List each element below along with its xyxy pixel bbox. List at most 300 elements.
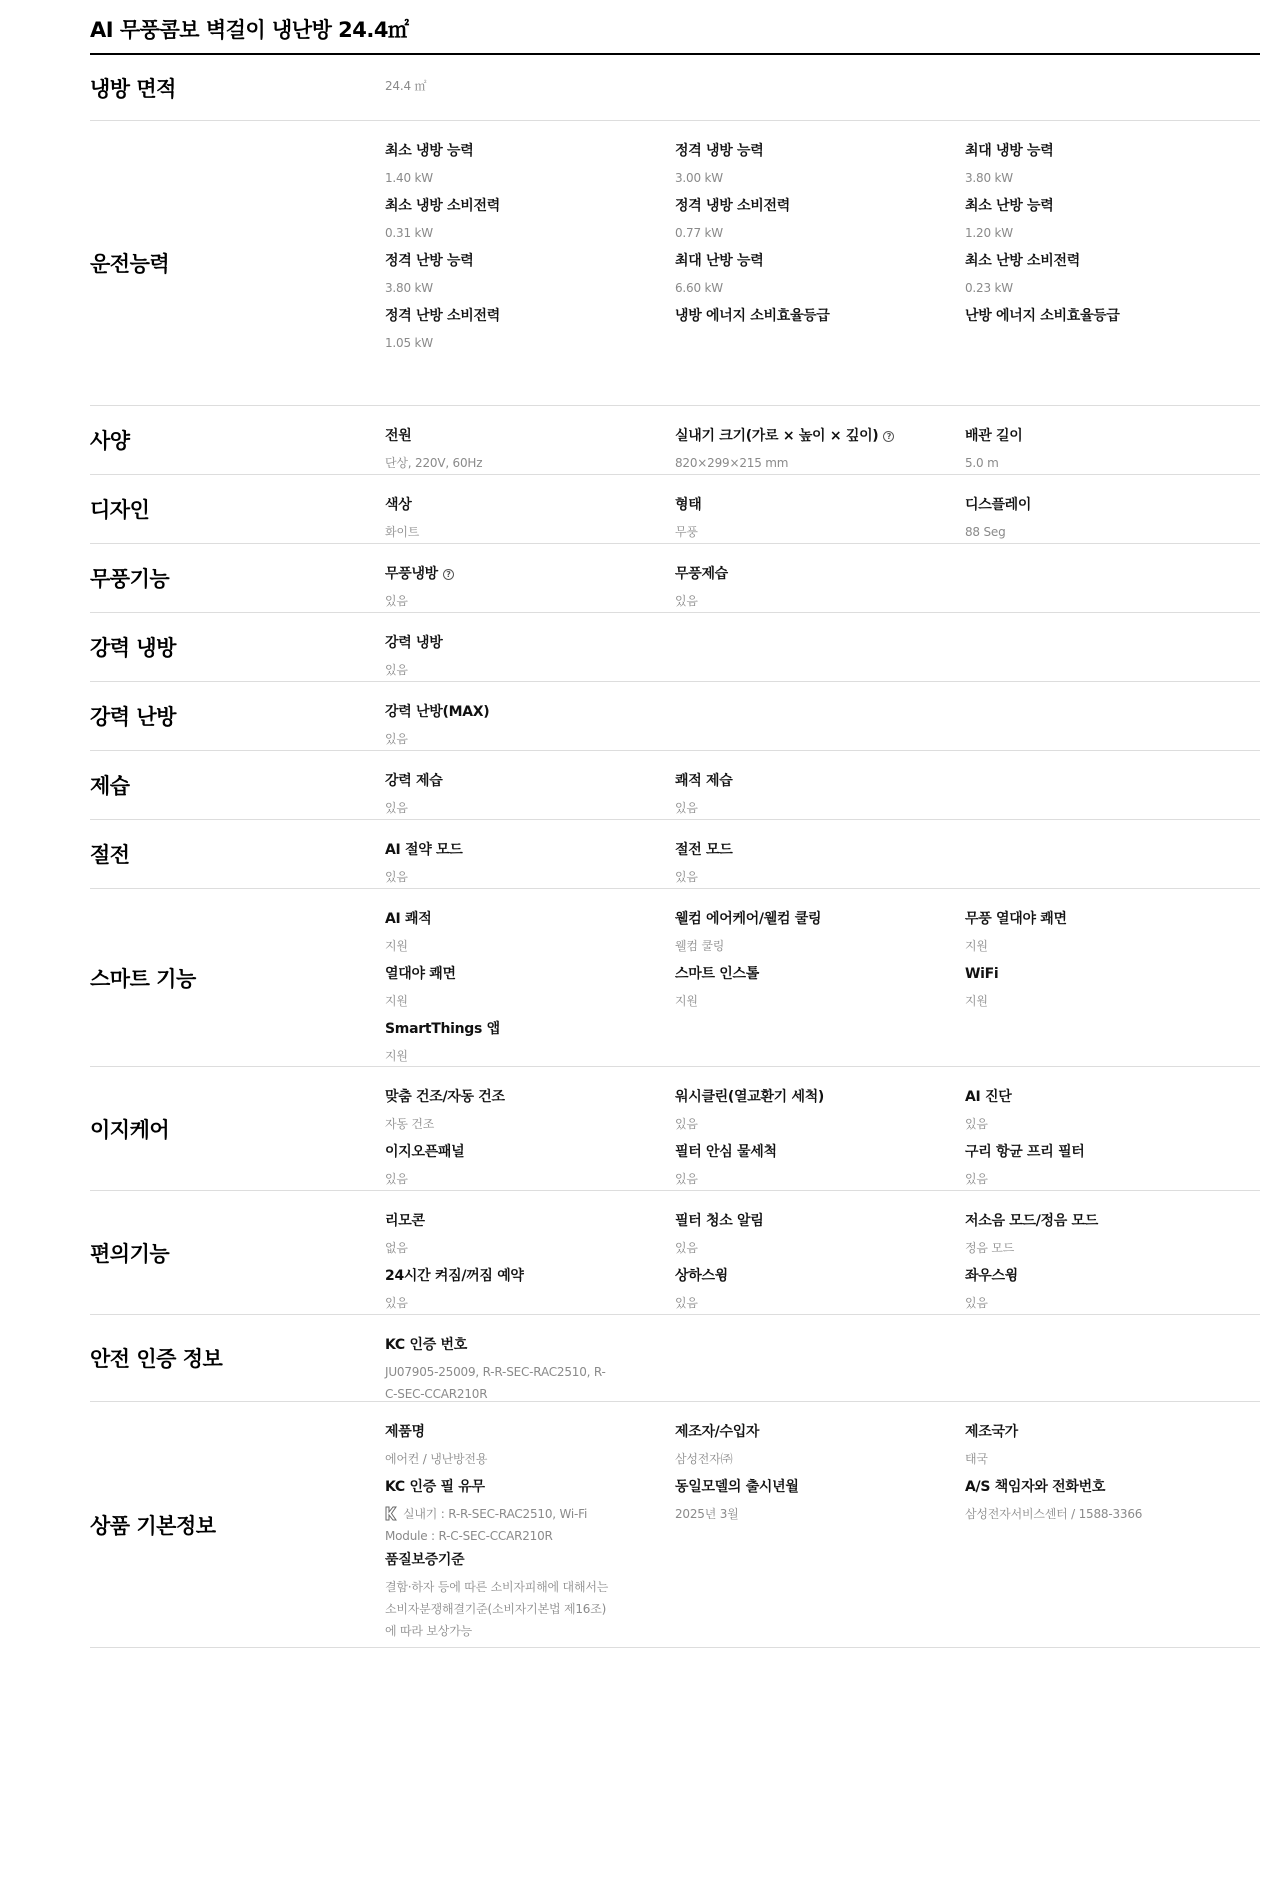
spec-item-value <box>385 452 655 474</box>
help-circle-icon[interactable]: ? <box>443 569 454 580</box>
section-items <box>385 1067 1260 1190</box>
section-items <box>385 820 1260 888</box>
spec-item-label <box>675 1143 945 1162</box>
spec-item-value <box>385 1576 615 1642</box>
spec-item <box>385 634 655 681</box>
spec-item <box>675 307 945 332</box>
spec-item <box>965 307 1235 332</box>
spec-item-value <box>385 332 655 354</box>
spec-item-value-text: 3.00 kW <box>675 171 723 185</box>
spec-section <box>90 889 1260 1067</box>
section-label: 강력 냉방 <box>90 636 176 660</box>
section-items <box>385 406 1260 474</box>
spec-item-label-text: KC 인증 필 유무 <box>385 1479 485 1495</box>
section-items <box>385 889 1260 1066</box>
spec-item-label-text: 리모콘 <box>385 1213 425 1229</box>
spec-item-label-text: 강력 냉방 <box>385 635 443 651</box>
spec-item <box>965 252 1235 299</box>
spec-item-label-text: 워시클린(열교환기 세척) <box>675 1089 825 1105</box>
spec-item-label-text: 제조국가 <box>965 1424 1018 1440</box>
spec-item <box>675 427 945 474</box>
spec-item <box>385 307 655 354</box>
spec-item <box>385 496 655 543</box>
spec-item-value <box>675 1503 945 1525</box>
spec-item-label <box>675 841 945 860</box>
spec-item-label <box>385 1336 655 1355</box>
section-items <box>385 682 1260 750</box>
spec-item-label-text: 열대야 쾌면 <box>385 966 456 982</box>
spec-item-value-text: 3.80 kW <box>965 171 1013 185</box>
spec-item <box>385 427 655 474</box>
spec-item-label-text: 동일모델의 출시년월 <box>675 1479 799 1495</box>
spec-item-label <box>385 1423 655 1442</box>
spec-section <box>90 682 1260 751</box>
spec-item-value-text: 무풍 <box>675 525 698 539</box>
spec-item <box>385 75 655 97</box>
spec-item-label <box>385 634 655 653</box>
spec-section <box>90 121 1260 406</box>
spec-item-value-text: 1.40 kW <box>385 171 433 185</box>
section-items <box>385 475 1260 543</box>
spec-item-label-text: 무풍제습 <box>675 566 728 582</box>
spec-item-value-text: 있음 <box>385 594 408 608</box>
spec-section <box>90 820 1260 889</box>
spec-item <box>965 1088 1235 1135</box>
spec-item <box>385 252 655 299</box>
section-items <box>385 55 1260 120</box>
spec-item-value-text: JU07905-25009, R-R-SEC-RAC2510, R-C-SEC-CCAR210R <box>385 1365 606 1401</box>
spec-item <box>965 1423 1235 1470</box>
spec-item-value-text: 1.05 kW <box>385 336 433 350</box>
spec-item <box>675 1478 945 1525</box>
section-label: 디자인 <box>90 498 150 522</box>
spec-item-label-text: 최소 냉방 능력 <box>385 143 474 159</box>
spec-item-value <box>385 75 655 97</box>
spec-item-label <box>385 910 655 929</box>
spec-item-value <box>965 1292 1235 1314</box>
spec-item <box>385 1478 655 1547</box>
spec-item-label <box>675 307 945 326</box>
spec-item-label-text: SmartThings 앱 <box>385 1021 500 1037</box>
spec-item-value-text: 지원 <box>385 939 408 953</box>
spec-item <box>675 1088 945 1135</box>
section-label: 절전 <box>90 843 130 867</box>
spec-item-value-text: 있음 <box>675 801 698 815</box>
spec-item-value-text: 있음 <box>965 1296 988 1310</box>
spec-item-label <box>965 427 1235 446</box>
spec-item-label-text: 배관 길이 <box>965 428 1023 444</box>
spec-item-label-text: 품질보증기준 <box>385 1552 465 1568</box>
spec-section <box>90 1315 1260 1402</box>
spec-item <box>675 1267 945 1314</box>
section-label: 사양 <box>90 429 130 453</box>
spec-item <box>385 142 655 189</box>
spec-item <box>385 1336 655 1405</box>
spec-item-label <box>675 1478 945 1497</box>
spec-item <box>965 142 1235 189</box>
page-title: AI 무풍콤보 벽걸이 냉난방 24.4㎡ <box>90 18 409 42</box>
spec-item-value <box>675 277 945 299</box>
spec-section <box>90 55 1260 121</box>
spec-item-label-text: 쾌적 제습 <box>675 773 733 789</box>
section-label: 냉방 면적 <box>90 76 176 101</box>
section-label: 강력 난방 <box>90 705 176 729</box>
spec-item-value-text: 있음 <box>965 1117 988 1131</box>
spec-item-label <box>675 965 945 984</box>
spec-item-label <box>385 772 655 791</box>
spec-item-value <box>385 1113 655 1135</box>
spec-item-value <box>385 797 655 819</box>
spec-item-label-text: AI 진단 <box>965 1089 1012 1105</box>
spec-item <box>675 772 945 819</box>
spec-item-value-text: 5.0 m <box>965 456 999 470</box>
spec-item <box>675 197 945 244</box>
spec-item-label <box>675 1088 945 1107</box>
spec-item-value <box>965 452 1235 474</box>
spec-item-value <box>385 222 655 244</box>
spec-item <box>965 1143 1235 1190</box>
spec-item-label <box>965 1267 1235 1286</box>
spec-item-label-text: 24시간 켜짐/꺼짐 예약 <box>385 1268 524 1284</box>
spec-item-value <box>965 1448 1235 1470</box>
spec-item-value-text: 결함·하자 등에 따른 소비자피해에 대해서는 소비자분쟁해결기준(소비자기본법 제16조)에 따라 보상가능 <box>385 1580 609 1638</box>
section-items <box>385 1191 1260 1314</box>
spec-item <box>675 841 945 888</box>
spec-item <box>675 1212 945 1259</box>
spec-item <box>965 197 1235 244</box>
spec-item-label <box>675 496 945 515</box>
spec-item-value <box>385 167 655 189</box>
spec-section <box>90 1402 1260 1648</box>
spec-item-value-text: 있음 <box>385 1296 408 1310</box>
spec-table <box>90 55 1260 1648</box>
spec-item-value-text: 웰컴 쿨링 <box>675 939 725 953</box>
spec-item-label-text: 최소 냉방 소비전력 <box>385 198 500 214</box>
spec-item-label-text: 최대 난방 능력 <box>675 253 764 269</box>
spec-item <box>385 965 655 1012</box>
spec-item-label <box>385 841 655 860</box>
spec-item-label-text: 스마트 인스톨 <box>675 966 759 982</box>
spec-item-label-text: 정격 냉방 능력 <box>675 143 764 159</box>
spec-item <box>385 1020 655 1067</box>
spec-item-value <box>675 1448 945 1470</box>
spec-item-value <box>385 1045 655 1067</box>
spec-item-label <box>675 910 945 929</box>
spec-item-label <box>385 427 655 446</box>
section-items <box>385 751 1260 819</box>
spec-item <box>675 965 945 1012</box>
spec-item-value-text: 화이트 <box>385 525 420 539</box>
spec-item-label <box>675 197 945 216</box>
spec-item <box>965 1267 1235 1314</box>
spec-item-label <box>965 910 1235 929</box>
spec-item-label-text: 최대 냉방 능력 <box>965 143 1054 159</box>
spec-item-value-text: 820×299×215 mm <box>675 456 789 470</box>
spec-item <box>385 565 655 612</box>
spec-item-value-text: 실내기 : R-R-SEC-RAC2510, Wi-Fi Module : R-C-SEC-CCAR210R <box>385 1507 588 1543</box>
spec-item <box>675 252 945 299</box>
spec-item-label-text: 실내기 크기(가로 × 높이 × 깊이) <box>675 428 879 444</box>
spec-item-label-text: 형태 <box>675 497 702 513</box>
spec-item-value-text: 있음 <box>385 801 408 815</box>
spec-item-value <box>675 1237 945 1259</box>
spec-item-value <box>965 222 1235 244</box>
spec-item-value <box>385 1292 655 1314</box>
spec-item <box>965 910 1235 957</box>
spec-item-label-text: 필터 청소 알림 <box>675 1213 764 1229</box>
spec-item-label <box>965 1423 1235 1442</box>
spec-item-value-text: 있음 <box>385 870 408 884</box>
spec-item-value-text: 지원 <box>385 994 408 1008</box>
spec-item <box>965 427 1235 474</box>
spec-item-value-text: 24.4 ㎡ <box>385 79 427 93</box>
spec-item-value <box>675 1113 945 1135</box>
spec-item-value-text: 있음 <box>675 870 698 884</box>
spec-item-label <box>965 142 1235 161</box>
spec-item-value <box>385 590 655 612</box>
spec-item-value <box>385 659 655 681</box>
spec-item-value <box>965 277 1235 299</box>
spec-item <box>385 1088 655 1135</box>
spec-item-label-text: 제조자/수입자 <box>675 1424 760 1440</box>
spec-item-value <box>385 1448 655 1470</box>
spec-item-value <box>965 990 1235 1012</box>
spec-item-value <box>675 990 945 1012</box>
spec-item-label <box>385 965 655 984</box>
spec-item-value <box>965 1113 1235 1135</box>
spec-item-value <box>675 935 945 957</box>
spec-item-label-text: 최소 난방 능력 <box>965 198 1054 214</box>
spec-item-label-text: 난방 에너지 소비효율등급 <box>965 308 1120 324</box>
spec-item <box>385 1267 655 1314</box>
spec-item-label <box>385 307 655 326</box>
spec-item-value <box>385 277 655 299</box>
spec-item <box>965 1212 1235 1259</box>
kc-mark-icon <box>385 1506 397 1521</box>
spec-item-value-text: 있음 <box>965 1172 988 1186</box>
spec-item-label-text: 전원 <box>385 428 412 444</box>
spec-item-value-text: 단상, 220V, 60Hz <box>385 456 483 470</box>
spec-item-value <box>675 866 945 888</box>
spec-section <box>90 751 1260 820</box>
spec-item-label-text: 절전 모드 <box>675 842 733 858</box>
spec-item <box>675 565 945 612</box>
spec-item-value-text: 있음 <box>385 663 408 677</box>
spec-section <box>90 613 1260 682</box>
spec-item-label-text: KC 인증 번호 <box>385 1337 467 1353</box>
spec-item-value <box>965 521 1235 543</box>
spec-item-value <box>385 935 655 957</box>
spec-section <box>90 1191 1260 1315</box>
spec-item-label-text: 제품명 <box>385 1424 425 1440</box>
spec-item-value-text: 삼성전자서비스센터 / 1588-3366 <box>965 1507 1143 1521</box>
spec-item-value-text: 0.23 kW <box>965 281 1013 295</box>
section-label: 상품 기본정보 <box>90 1513 216 1538</box>
spec-item-label <box>385 703 655 722</box>
spec-item-value-text: 자동 건조 <box>385 1117 435 1131</box>
spec-item-value-text: 에어컨 / 냉난방전용 <box>385 1452 488 1466</box>
spec-item-value <box>965 935 1235 957</box>
spec-item-label <box>965 496 1235 515</box>
spec-item-value <box>385 521 655 543</box>
section-items <box>385 1315 1260 1401</box>
spec-item-label <box>385 565 655 584</box>
spec-item-label <box>965 1143 1235 1162</box>
spec-item-label <box>385 1551 655 1570</box>
spec-item-value <box>675 590 945 612</box>
spec-item <box>385 1143 655 1190</box>
spec-item-label <box>675 1267 945 1286</box>
spec-item <box>965 496 1235 543</box>
spec-item-label-text: 강력 난방(MAX) <box>385 704 490 720</box>
spec-item-label <box>385 1212 655 1231</box>
spec-item-value-text: 2025년 3월 <box>675 1507 739 1521</box>
spec-item-label <box>385 496 655 515</box>
spec-item-label <box>385 1088 655 1107</box>
spec-item-value-text: 0.31 kW <box>385 226 433 240</box>
spec-item <box>385 772 655 819</box>
spec-item-value <box>385 728 655 750</box>
spec-item-label-text: 정격 냉방 소비전력 <box>675 198 790 214</box>
spec-item-value-text: 있음 <box>385 1172 408 1186</box>
spec-item-label-text: AI 절약 모드 <box>385 842 463 858</box>
spec-item-label <box>675 1423 945 1442</box>
spec-item-label <box>385 252 655 271</box>
spec-item-label-text: 맞춤 건조/자동 건조 <box>385 1089 505 1105</box>
spec-item-label-text: 저소음 모드/정음 모드 <box>965 1213 1098 1229</box>
spec-item <box>675 1423 945 1470</box>
spec-item-value <box>385 990 655 1012</box>
spec-item-label-text: 무풍 열대야 쾌면 <box>965 911 1067 927</box>
spec-item-value <box>675 1168 945 1190</box>
spec-item-value <box>675 797 945 819</box>
section-label: 이지케어 <box>90 1117 170 1142</box>
spec-item-value-text: 지원 <box>385 1049 408 1063</box>
spec-item-label-text: 정격 난방 소비전력 <box>385 308 500 324</box>
section-items <box>385 121 1260 405</box>
spec-item-value-text: 삼성전자㈜ <box>675 1452 733 1466</box>
spec-item-label <box>965 1212 1235 1231</box>
spec-section <box>90 1067 1260 1191</box>
spec-item-value <box>675 222 945 244</box>
spec-item <box>965 965 1235 1012</box>
spec-item-label <box>965 197 1235 216</box>
spec-item-label-text: 최소 난방 소비전력 <box>965 253 1080 269</box>
spec-item-label-text: 구리 항균 프리 필터 <box>965 1144 1085 1160</box>
spec-item-label-text: 색상 <box>385 497 412 513</box>
spec-item-label-text: 이지오픈패널 <box>385 1144 465 1160</box>
spec-item-value <box>675 521 945 543</box>
spec-item-value <box>385 1361 615 1405</box>
spec-item-value-text: 태국 <box>965 1452 988 1466</box>
spec-section <box>90 406 1260 475</box>
spec-item <box>675 496 945 543</box>
spec-item-value <box>965 1237 1235 1259</box>
spec-item-value-text: 88 Seg <box>965 525 1006 539</box>
spec-item-value <box>385 866 655 888</box>
spec-item-value <box>385 1503 615 1547</box>
spec-item-value <box>385 1237 655 1259</box>
spec-item <box>675 910 945 957</box>
spec-item-label <box>675 427 945 446</box>
spec-item-value-text: 0.77 kW <box>675 226 723 240</box>
spec-item-label <box>965 307 1235 326</box>
spec-item <box>385 1551 655 1642</box>
section-label: 무풍기능 <box>90 567 170 591</box>
section-label: 안전 인증 정보 <box>90 1347 223 1371</box>
spec-item-value-text: 있음 <box>675 1117 698 1131</box>
spec-item-label <box>675 142 945 161</box>
spec-item <box>385 1212 655 1259</box>
spec-item-value <box>675 167 945 189</box>
spec-item-label-text: 웰컴 에어케어/웰컴 쿨링 <box>675 911 822 927</box>
spec-item <box>675 142 945 189</box>
spec-item-value-text: 지원 <box>965 939 988 953</box>
spec-item-value-text: 지원 <box>965 994 988 1008</box>
spec-item-value-text: 있음 <box>675 1296 698 1310</box>
spec-item-value-text: 있음 <box>675 1241 698 1255</box>
spec-item-value <box>965 167 1235 189</box>
section-label: 제습 <box>90 774 130 798</box>
spec-item-value-text: 3.80 kW <box>385 281 433 295</box>
spec-item-label <box>385 1020 655 1039</box>
spec-item-label <box>385 1478 655 1497</box>
spec-item-value <box>965 1503 1235 1525</box>
section-items <box>385 1402 1260 1647</box>
spec-item-label <box>385 1143 655 1162</box>
section-items <box>385 613 1260 681</box>
spec-item <box>385 1423 655 1470</box>
spec-item-label-text: 디스플레이 <box>965 497 1032 513</box>
spec-item-value-text: 있음 <box>675 594 698 608</box>
section-items <box>385 544 1260 612</box>
spec-item-label-text: 정격 난방 능력 <box>385 253 474 269</box>
spec-item-value <box>675 1292 945 1314</box>
spec-item-label-text: AI 쾌적 <box>385 911 432 927</box>
spec-item <box>385 841 655 888</box>
spec-item <box>675 1143 945 1190</box>
spec-item-value-text: 1.20 kW <box>965 226 1013 240</box>
spec-item-value-text: 정음 모드 <box>965 1241 1015 1255</box>
spec-item <box>385 910 655 957</box>
spec-section <box>90 475 1260 544</box>
section-label: 편의기능 <box>90 1241 170 1266</box>
spec-item-label-text: 무풍냉방 <box>385 566 438 582</box>
spec-item-label-text: WiFi <box>965 966 999 982</box>
spec-item-value <box>675 452 945 474</box>
spec-item-label <box>965 1088 1235 1107</box>
spec-item-value-text: 있음 <box>385 732 408 746</box>
spec-item <box>385 197 655 244</box>
spec-item-label <box>385 197 655 216</box>
help-circle-icon[interactable]: ? <box>883 431 894 442</box>
spec-item-value-text: 지원 <box>675 994 698 1008</box>
spec-item-value <box>385 1168 655 1190</box>
spec-item-value <box>965 1168 1235 1190</box>
spec-item-value-text: 6.60 kW <box>675 281 723 295</box>
section-label: 스마트 기능 <box>90 966 196 991</box>
spec-item-label-text: 상하스윙 <box>675 1268 728 1284</box>
spec-item-label-text: 좌우스윙 <box>965 1268 1018 1284</box>
section-label: 운전능력 <box>90 252 170 276</box>
spec-item-label <box>675 1212 945 1231</box>
spec-item-value-text: 있음 <box>675 1172 698 1186</box>
spec-item-value-text: 없음 <box>385 1241 408 1255</box>
spec-item-label-text: 필터 안심 물세척 <box>675 1144 777 1160</box>
spec-item-label <box>675 252 945 271</box>
spec-item-label <box>965 252 1235 271</box>
spec-item <box>965 1478 1235 1525</box>
